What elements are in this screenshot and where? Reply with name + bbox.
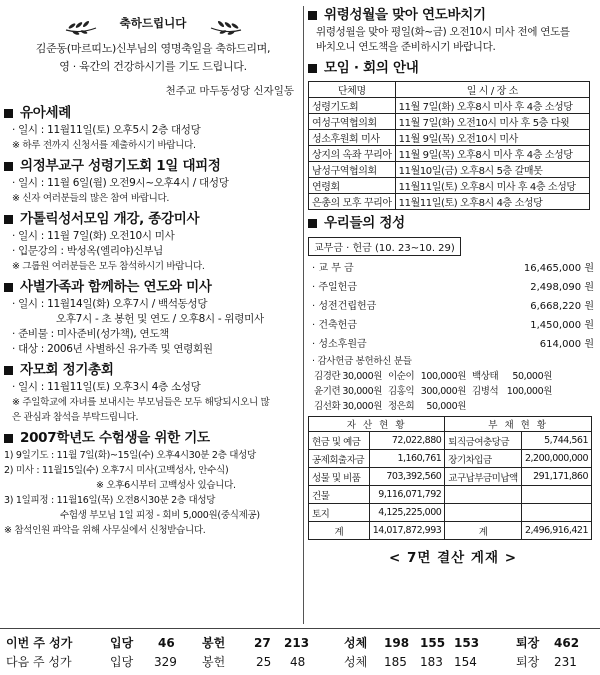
section-parents: 자모회 정기총회 <box>4 361 302 380</box>
hymn-row-this-week <box>6 635 596 651</box>
text-line: · 일시 : 11월14일(화) 오후7시 / 백석동성당 <box>12 298 208 310</box>
entrance-label: 입당 <box>110 636 134 650</box>
money-row: · 성소후원금 614,000 원 <box>312 339 594 350</box>
table-cell: 9,116,071,792 <box>369 486 445 504</box>
communion-number: 185 <box>384 655 407 669</box>
table-cell: 11월 9일(목) 오전10시 미사 <box>395 130 589 146</box>
money-row: · 건축헌금 1,450,000 원 <box>312 320 594 331</box>
communion-label: 성체 <box>344 636 368 650</box>
table-cell: 성소후원회 미사 <box>309 130 396 146</box>
text-line: · 준비물 : 미사준비(성가책), 연도책 <box>12 328 170 340</box>
communion-label: 성체 <box>344 655 368 669</box>
table-header-row <box>309 417 592 432</box>
table-cell <box>445 486 522 504</box>
offertory-number: 48 <box>290 655 306 669</box>
money-row: · 교 무 금 16,465,000 원 <box>312 263 594 274</box>
meetings-table <box>308 81 590 210</box>
text-line: ※ 주일학교에 자녀를 보내시는 부모님들은 모두 해당되시오니 많 <box>12 397 270 408</box>
table-cell: 291,171,860 <box>521 468 591 486</box>
donor-name: 김경란 <box>314 371 341 382</box>
congrats-signature: 천주교 마두동성당 신자일동 <box>165 85 294 97</box>
section-exam: 2007학년도 수험생을 위한 기도 <box>4 429 302 448</box>
donor-name: 김병석 <box>472 386 499 397</box>
table-cell: 11월 9일(목) 오후8시 미사 후 4층 소성당 <box>395 146 589 162</box>
table-cell: 장기차입금 <box>445 450 522 468</box>
section-infant-baptism: 유아세례 <box>4 104 302 123</box>
table-row <box>309 146 590 162</box>
table-row <box>309 432 592 450</box>
table-cell: 703,392,560 <box>369 468 445 486</box>
bullet-square-icon <box>4 162 13 171</box>
table-row <box>309 194 590 210</box>
left-column <box>4 6 302 538</box>
table-row <box>309 504 592 522</box>
recessional-label: 퇴장 <box>516 636 540 650</box>
bullet-square-icon <box>4 366 13 375</box>
table-cell: 11월10일(금) 오후8시 5층 갈매못 <box>395 162 589 178</box>
offering-period-band: 교무금 · 헌금 (10. 23~10. 29) <box>308 237 461 256</box>
table-cell: 성령기도회 <box>309 98 396 114</box>
communion-number: 153 <box>454 636 480 650</box>
text-line: · 일시 : 11월 7일(화) 오전10시 미사 <box>12 230 175 242</box>
table-cell: 퇴직금여충당금 <box>445 432 522 450</box>
communion-number: 183 <box>420 655 443 669</box>
column-divider <box>303 6 304 624</box>
hymn-row-label: 이번 주 성가 <box>6 636 73 650</box>
section-meetings: 모임 · 회의 안내 <box>308 59 598 78</box>
donor-name: 윤기련 <box>314 386 341 397</box>
hymn-row-label: 다음 주 성가 <box>6 655 72 669</box>
table-cell: 토지 <box>309 504 370 522</box>
table-cell: 계 <box>445 522 522 540</box>
right-column <box>308 6 598 566</box>
table-cell: 72,022,880 <box>369 432 445 450</box>
text-line: 3) 1일피정 : 11월16일(목) 오전8시30분 2층 대성당 <box>4 495 216 506</box>
table-cell: 현금 및 예금 <box>309 432 370 450</box>
table-row <box>309 450 592 468</box>
donor-name: 백상태 <box>472 371 499 382</box>
donor-name: 김선화 <box>314 401 341 412</box>
section-offering: 우리들의 정성 <box>308 214 598 233</box>
donor-name: 정은희 <box>388 401 415 412</box>
table-cell: 교구납부금미납액 <box>445 468 522 486</box>
text-line: · 대상 : 2006년 사별하신 유가족 및 연령회원 <box>12 343 213 355</box>
table-cell: 남성구역협의회 <box>309 162 396 178</box>
finance-table <box>308 416 592 540</box>
settlement-notice: < 7면 결산 게재 > <box>388 550 518 566</box>
section-bible: 가톨릭성서모임 개강, 종강미사 <box>4 210 302 229</box>
offertory-number: 27 <box>254 636 271 650</box>
hymn-row-next-week <box>6 654 596 670</box>
text-line: · 일시 : 11월11일(토) 오후3시 4층 소성당 <box>12 381 201 393</box>
text-line: 오후7시 - 초 봉헌 및 연도 / 오후8시 - 위령미사 <box>56 313 264 325</box>
table-cell: 11월 7일(화) 오후8시 미사 후 4층 소성당 <box>395 98 589 114</box>
table-cell: 4,125,225,000 <box>369 504 445 522</box>
entrance-number: 46 <box>158 636 175 650</box>
congrats-title: 축하드립니다 <box>119 16 187 30</box>
asset-header: 자 산 현 황 <box>309 417 445 432</box>
table-cell: 14,017,872,993 <box>369 522 445 540</box>
donor-name: 김홍익 <box>388 386 415 397</box>
section-council: 의정부교구 성령기도회 1일 대피정 <box>4 157 302 176</box>
text-line: ※ 하루 전까지 신청서를 제출하시기 바랍니다. <box>12 140 196 151</box>
donor-amount: 30,000원 <box>342 401 382 412</box>
table-row <box>309 130 590 146</box>
thanks-list <box>308 369 598 414</box>
table-cell: 상지의 옥좌 꾸리아 <box>309 146 396 162</box>
bullet-square-icon <box>308 64 317 73</box>
text-line: ※ 오후6시부터 고백성사 있습니다. <box>96 480 236 491</box>
communion-number: 155 <box>420 636 446 650</box>
table-cell: 11월11일(토) 오후8시 미사 후 4층 소성당 <box>395 178 589 194</box>
hymn-footer <box>0 628 600 675</box>
text-line: 1) 9일기도 : 11월 7일(화)~15일(수) 오후4시30분 2층 대성당 <box>4 450 256 461</box>
text-line: ※ 그룹원 여러분들은 모두 참석하시기 바랍니다. <box>12 261 205 272</box>
text-line: 바치오니 연도책을 준비하시기 바랍니다. <box>316 41 496 53</box>
laurel-left-icon <box>64 16 98 36</box>
text-line: ※ 신자 여러분들의 많은 참여 바랍니다. <box>12 193 170 204</box>
recessional-number: 231 <box>554 655 577 669</box>
thanks-title: · 감사헌금 봉헌하신 분들 <box>312 356 412 367</box>
table-cell: 공제회출자금 <box>309 450 370 468</box>
table-total-row <box>309 522 592 540</box>
table-cell <box>445 504 522 522</box>
table-cell: 11월11일(토) 오후8시 4층 소성당 <box>395 194 589 210</box>
recessional-label: 퇴장 <box>516 655 540 669</box>
debt-header: 부 채 현 황 <box>445 417 592 432</box>
donor-amount: 50,000원 <box>426 401 466 412</box>
offertory-label: 봉헌 <box>202 655 226 669</box>
table-row <box>309 162 590 178</box>
section-memorial: 위령성월을 맞아 연도바치기 <box>308 6 598 25</box>
text-line: · 일시 : 11월11일(토) 오후5시 2층 대성당 <box>12 124 201 136</box>
donor-amount: 100,000원 <box>420 371 466 382</box>
table-header: 일 시 / 장 소 <box>395 82 589 98</box>
bullet-square-icon <box>4 434 13 443</box>
text-line: 은 관심과 참석을 부탁드립니다. <box>12 412 139 423</box>
offertory-number: 25 <box>256 655 272 669</box>
text-line: ※ 참석인원 파악을 위해 사무실에서 신청받습니다. <box>4 525 206 536</box>
bullet-square-icon <box>4 283 13 292</box>
text-line: · 일시 : 11월 6일(월) 오전9시~오후4시 / 대성당 <box>12 177 229 189</box>
table-cell: 1,160,761 <box>369 450 445 468</box>
table-cell: 연령회 <box>309 178 396 194</box>
congrats-line-1: 김준동(마르띠노)신부님의 영명축일을 축하드리며, <box>35 42 271 55</box>
offertory-number: 213 <box>284 636 310 650</box>
table-cell: 건물 <box>309 486 370 504</box>
section-family: 사별가족과 함께하는 연도와 미사 <box>4 278 302 297</box>
table-cell: 성물 및 비품 <box>309 468 370 486</box>
donor-amount: 30,000원 <box>342 371 382 382</box>
table-row <box>309 114 590 130</box>
communion-number: 198 <box>384 636 410 650</box>
table-header: 단체명 <box>309 82 396 98</box>
congrats-line-2: 영 · 육간의 건강하시기를 기도 드립니다. <box>59 60 247 73</box>
table-header-row <box>309 82 590 98</box>
bullet-square-icon <box>4 215 13 224</box>
money-row: · 주일헌금 2,498,090 원 <box>312 282 594 293</box>
table-cell: 2,200,000,000 <box>521 450 591 468</box>
table-cell: 5,744,561 <box>521 432 591 450</box>
text-line: 수험생 부모님 1일 피정 - 회비 5,000원(중식제공) <box>60 510 260 521</box>
congrats-box <box>4 14 302 100</box>
table-cell: 11월 7일(화) 오전10시 미사 후 5층 다윗 <box>395 114 589 130</box>
donor-amount: 300,000원 <box>420 386 466 397</box>
entrance-number: 329 <box>154 655 177 669</box>
text-line: 위령성월을 맞아 평일(화~금) 오전10시 미사 전에 연도를 <box>316 26 570 38</box>
table-row <box>309 178 590 194</box>
table-cell: 계 <box>309 522 370 540</box>
table-row <box>309 486 592 504</box>
table-cell <box>521 504 591 522</box>
bullet-square-icon <box>308 11 317 20</box>
laurel-right-icon <box>209 16 243 36</box>
table-cell <box>521 486 591 504</box>
entrance-label: 입당 <box>110 655 134 669</box>
bullet-square-icon <box>4 109 13 118</box>
table-row <box>309 98 590 114</box>
table-cell: 은총의 모후 꾸리아 <box>309 194 396 210</box>
text-line: · 입문강의 : 박성옥(엘리야)신부님 <box>12 245 163 257</box>
table-cell: 여성구역협의회 <box>309 114 396 130</box>
donor-name: 이순이 <box>388 371 415 382</box>
offertory-label: 봉헌 <box>202 636 226 650</box>
communion-number: 154 <box>454 655 477 669</box>
donor-amount: 50,000원 <box>512 371 552 382</box>
recessional-number: 462 <box>554 636 580 650</box>
bullet-square-icon <box>308 219 317 228</box>
donor-amount: 30,000원 <box>342 386 382 397</box>
table-cell: 2,496,916,421 <box>521 522 591 540</box>
table-row <box>309 468 592 486</box>
donor-amount: 100,000원 <box>506 386 552 397</box>
text-line: 2) 미사 : 11월15일(수) 오후7시 미사(고백성사, 안수식) <box>4 465 229 476</box>
money-row: · 성전건립헌금 6,668,220 원 <box>312 301 594 312</box>
